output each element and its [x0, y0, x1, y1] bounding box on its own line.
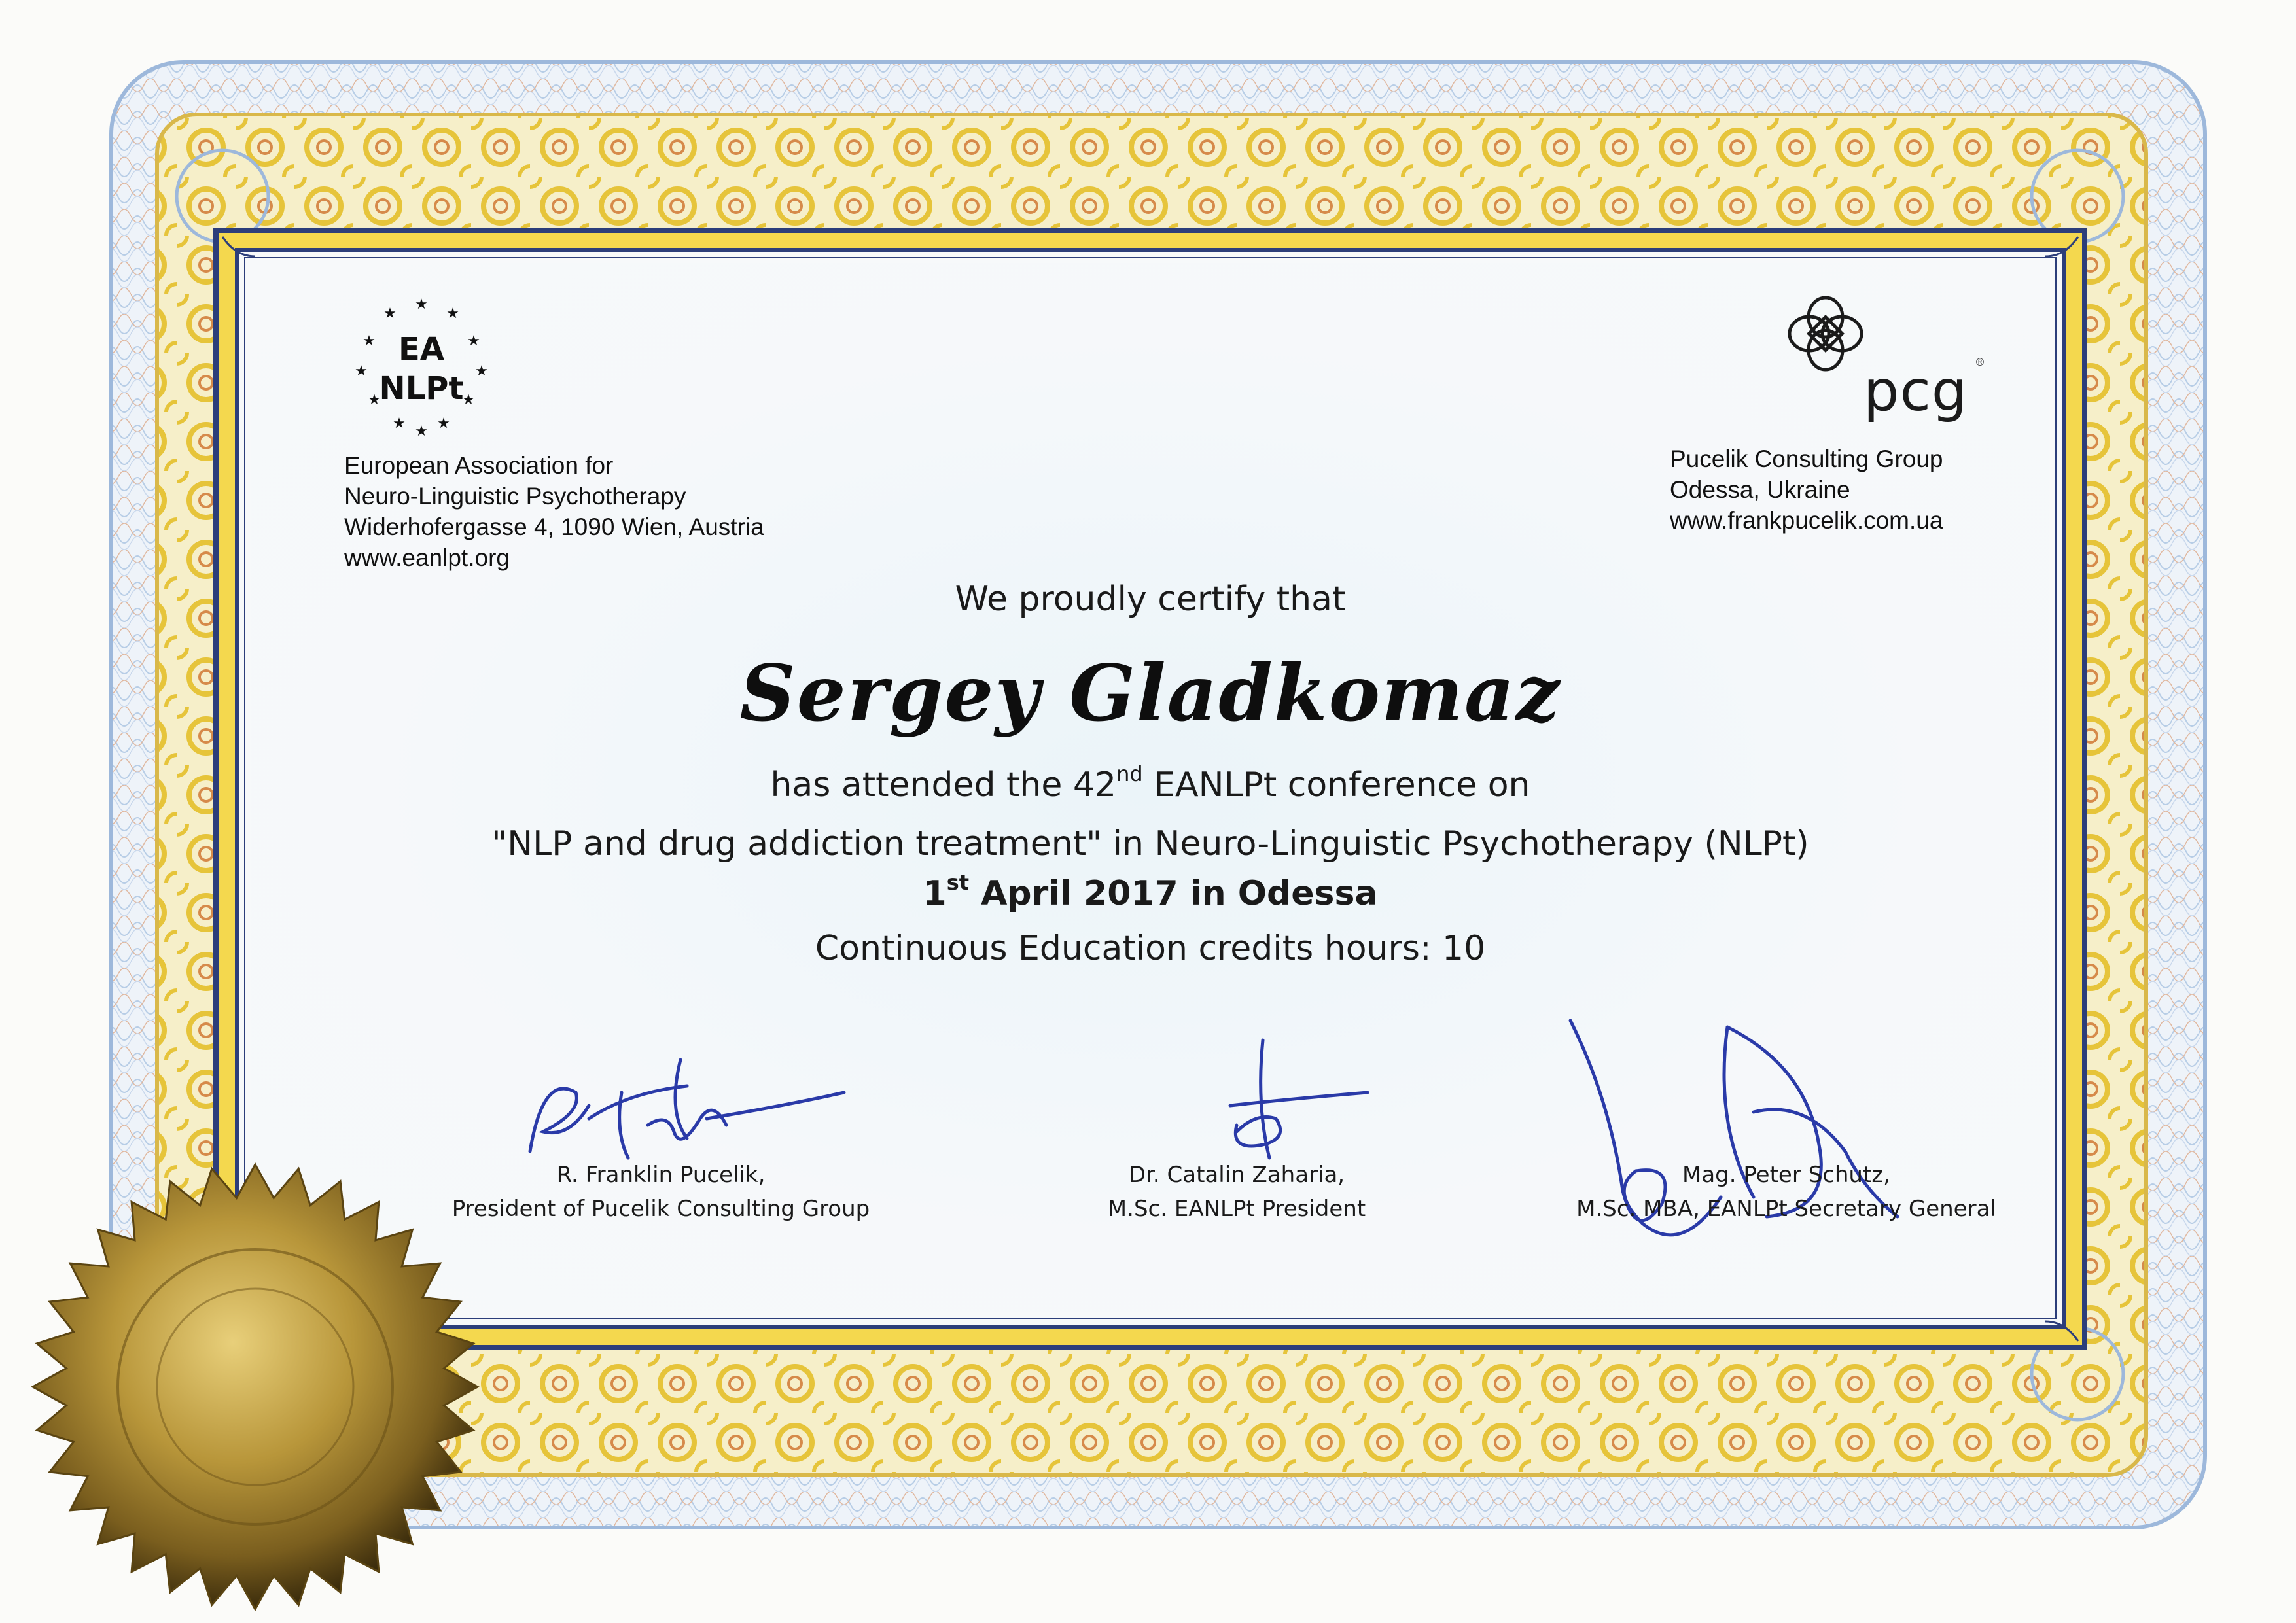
- svg-text:★: ★: [355, 363, 368, 379]
- signatory-schutz: [1531, 1158, 2041, 1226]
- attended-suffix: EANLPt conference on: [1142, 765, 1530, 805]
- pcg-logo: [1780, 288, 1989, 432]
- signatory-title: M.Sc. EANLPt President: [1107, 1196, 1366, 1222]
- svg-text:★: ★: [415, 296, 428, 313]
- conference-topic: "NLP and drug addiction treatment" in Neuro-Linguistic Psychotherapy (NLPt): [491, 824, 1809, 864]
- ea-nlpt-star-ring-icon: [336, 293, 506, 444]
- svg-text:★: ★: [393, 415, 406, 432]
- left-org-name-line1: European Association for: [344, 452, 614, 479]
- signatory-name: R. Franklin Pucelik,: [556, 1162, 766, 1188]
- right-org-location: Odessa, Ukraine: [1670, 476, 1850, 503]
- svg-text:★: ★: [415, 423, 428, 440]
- svg-text:★: ★: [462, 392, 475, 408]
- recipient-name: Sergey Gladkomaz: [739, 648, 1561, 739]
- date-day: 1: [923, 874, 947, 913]
- left-org-address: [344, 450, 764, 573]
- education-credits: Continuous Education credits hours: 10: [815, 929, 1486, 968]
- svg-text:★: ★: [383, 305, 397, 322]
- pcg-logo-text: pcg: [1863, 358, 1968, 424]
- svg-text:★: ★: [362, 333, 376, 349]
- right-org-name: Pucelik Consulting Group: [1670, 445, 1943, 472]
- signature-schutz: [1557, 1007, 1924, 1282]
- left-org-website: www.eanlpt.org: [344, 544, 510, 571]
- signature-zaharia: [1191, 1034, 1374, 1164]
- svg-text:★: ★: [467, 333, 480, 349]
- svg-text:★: ★: [368, 392, 381, 408]
- attended-ordinal: nd: [1116, 761, 1143, 786]
- certify-intro: We proudly certify that: [955, 580, 1346, 619]
- signatory-title: President of Pucelik Consulting Group: [451, 1196, 870, 1222]
- svg-text:★: ★: [446, 305, 459, 322]
- right-org-address: [1670, 444, 1943, 536]
- svg-text:★: ★: [437, 415, 450, 432]
- left-org-street: Widerhofergasse 4, 1090 Wien, Austria: [344, 514, 764, 540]
- signatory-name: Dr. Catalin Zaharia,: [1128, 1162, 1345, 1188]
- ea-logo-line2: NLPt: [379, 370, 464, 407]
- attendance-line: [251, 761, 2049, 805]
- ea-logo-line1: EA: [398, 331, 444, 368]
- pcg-knot-icon: [1780, 288, 1871, 379]
- attended-prefix: has attended the 42: [770, 765, 1117, 805]
- left-org-name-line2: Neuro-Linguistic Psychotherapy: [344, 483, 686, 510]
- signatory-zaharia: [1040, 1158, 1433, 1226]
- date-rest: April 2017 in Odessa: [969, 874, 1378, 913]
- pcg-registered-mark: ®: [1975, 356, 1985, 368]
- gold-seal-icon: [20, 1151, 491, 1622]
- conference-date: [251, 870, 2049, 913]
- ea-nlpt-logo: [336, 293, 506, 444]
- right-org-website: www.frankpucelik.com.ua: [1670, 507, 1943, 534]
- svg-text:★: ★: [475, 363, 488, 379]
- signatory-name: Mag. Peter Schutz,: [1682, 1162, 1890, 1188]
- signatory-title: M.Sc. MBA, EANLPt Secretary General: [1576, 1196, 1996, 1222]
- date-ordinal: st: [946, 870, 970, 895]
